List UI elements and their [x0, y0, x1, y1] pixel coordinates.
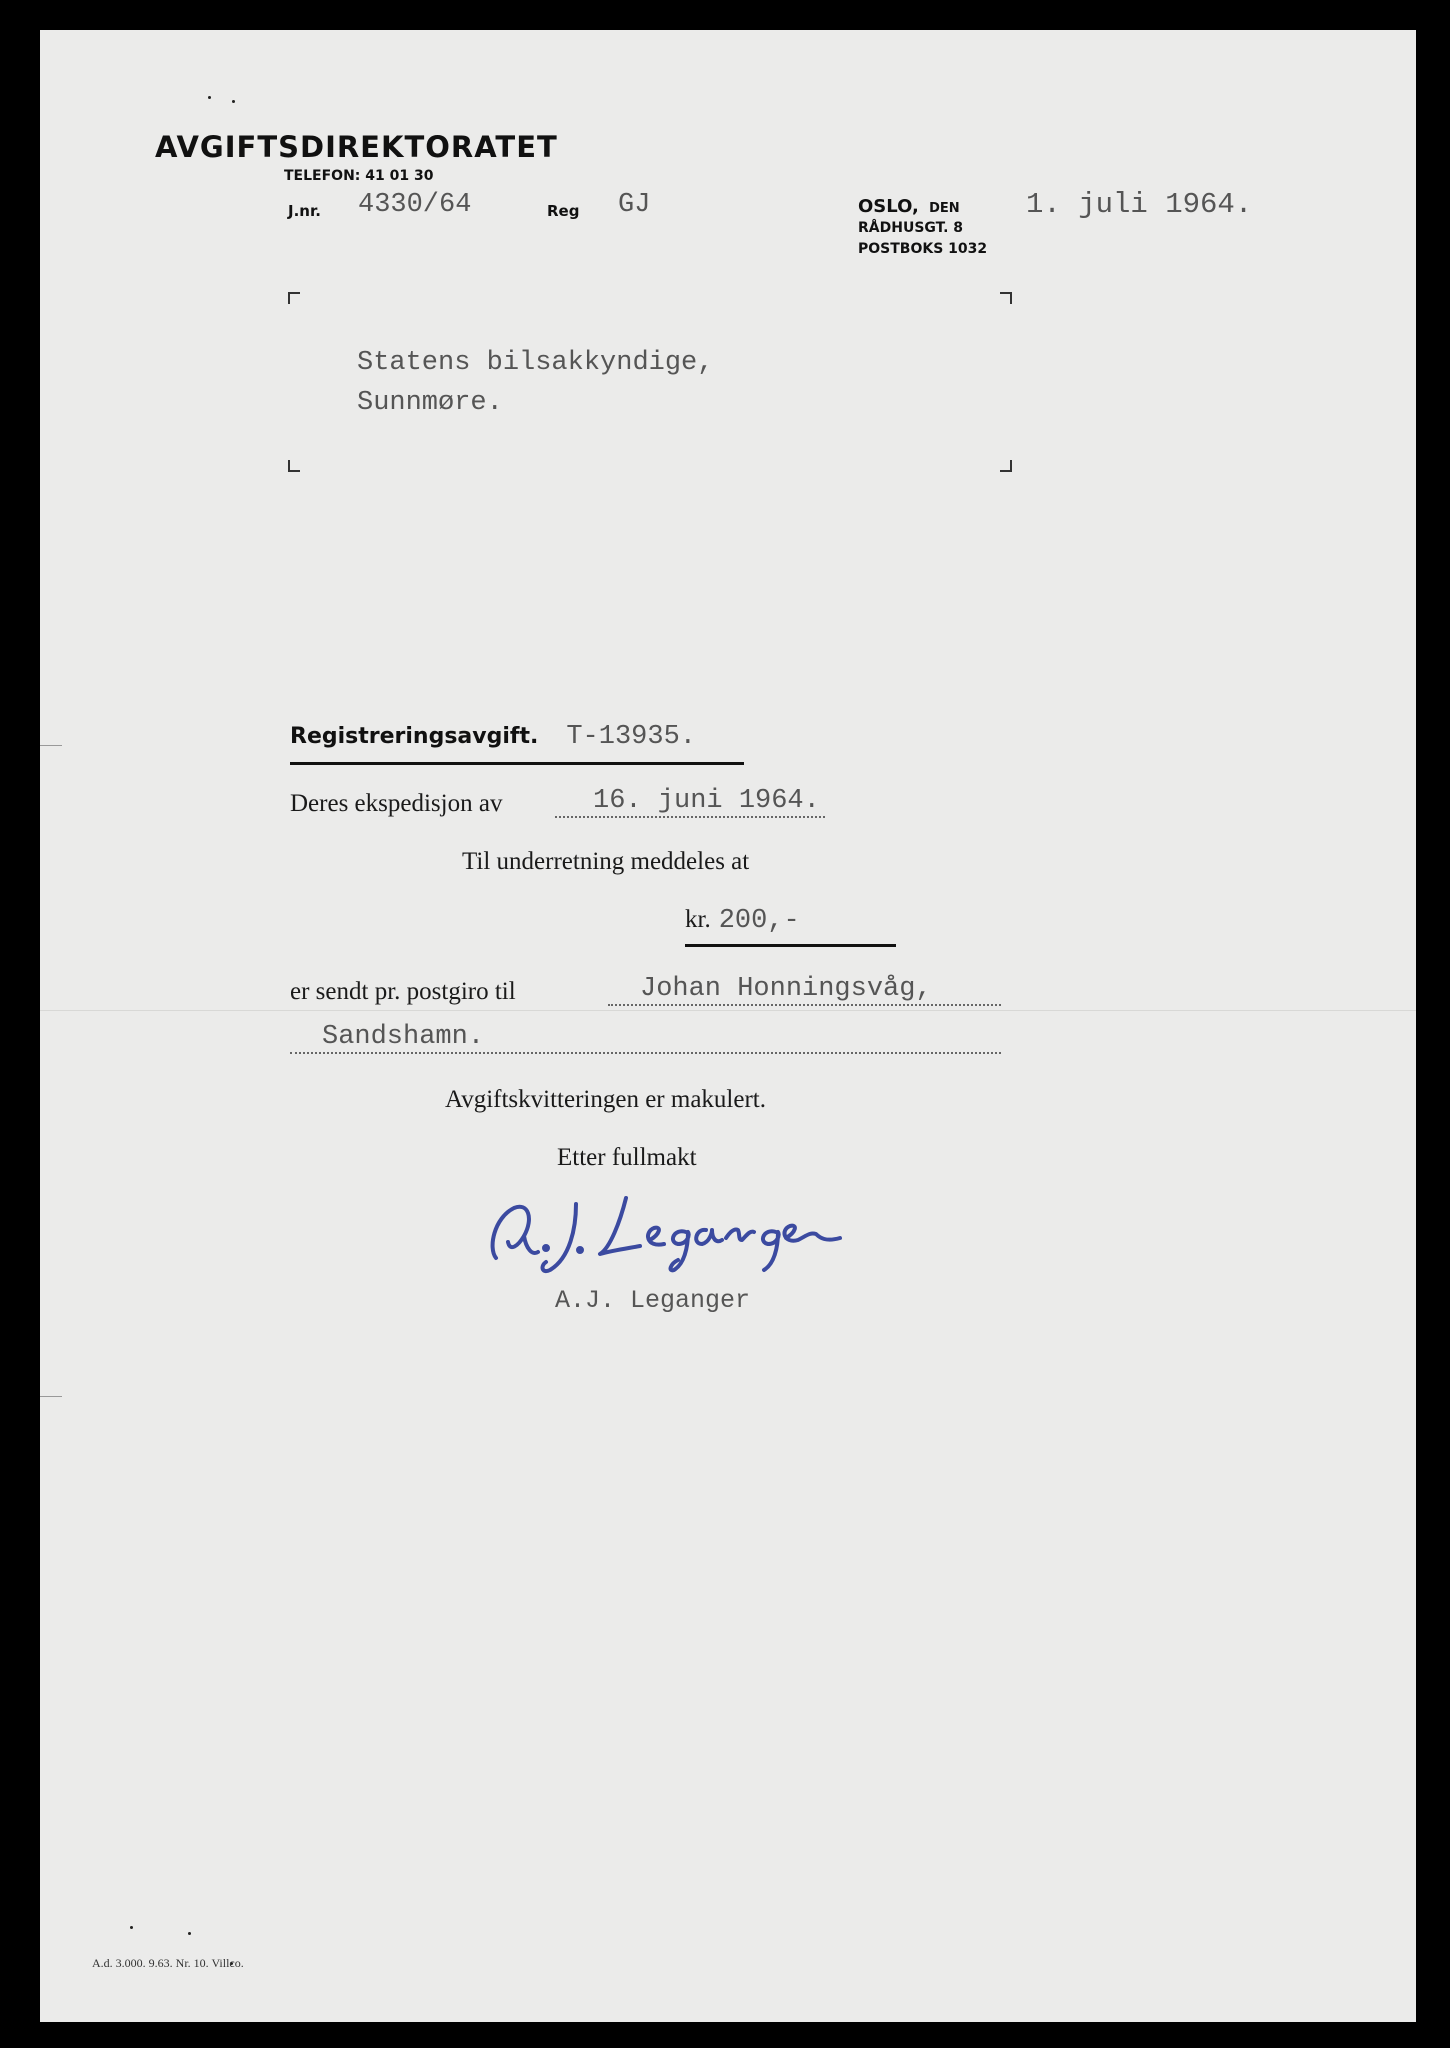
subject-line: [290, 722, 744, 765]
subject-label: Registreringsavgift.: [290, 724, 539, 749]
ink-speck: [232, 100, 235, 103]
amount-line: [685, 906, 896, 947]
recipient-line-1: Statens bilsakkyndige,: [357, 348, 714, 378]
authority-line: Etter fullmakt: [557, 1144, 697, 1171]
reg-label: Reg: [547, 202, 580, 220]
notice-line: Til underretning meddeles at: [462, 848, 750, 875]
sent-label: er sendt pr. postgiro til: [290, 978, 516, 1005]
phone-line: TELEFON: 41 01 30: [284, 168, 434, 184]
reg-value: GJ: [618, 190, 651, 220]
ink-speck: [130, 1926, 133, 1929]
expedition-label: Deres ekspedisjon av: [290, 790, 503, 817]
expedition-date: 16. juni 1964.: [555, 786, 825, 818]
letter-page: [40, 30, 1416, 2022]
letter-date: 1. juli 1964.: [1026, 188, 1253, 221]
address-corner-tr: [1000, 292, 1012, 304]
jnr-value: 4330/64: [358, 190, 472, 220]
signature-text: [40, 30, 41, 31]
typed-signatory-name: A.J. Leganger: [555, 1286, 751, 1315]
fold-mark-top: [40, 745, 62, 746]
postbox-address: POSTBOKS 1032: [858, 241, 988, 257]
street-address: RÅDHUSGT. 8: [858, 220, 964, 236]
jnr-label: J.nr.: [288, 202, 321, 220]
address-corner-tl: [288, 292, 300, 304]
den-label: DEN: [929, 201, 960, 216]
cancellation-line: Avgiftskvitteringen er makulert.: [445, 1086, 766, 1113]
recipient-line-2: Sunnmøre.: [357, 388, 503, 418]
handwritten-signature: [480, 1178, 880, 1278]
ink-speck: [188, 1932, 191, 1935]
paper-fold-line: [40, 1010, 1416, 1011]
address-corner-bl: [288, 460, 300, 472]
amount-prefix: kr.: [685, 906, 711, 933]
amount-value: 200,-: [718, 906, 800, 936]
subject-reference: T-13935.: [566, 722, 696, 752]
print-code: A.d. 3.000. 9.63. Nr. 10. Villco.: [92, 1956, 244, 1970]
city-name: OSLO,: [858, 196, 919, 217]
payee-line-1: Johan Honningsvåg,: [608, 974, 1001, 1006]
city-label: [858, 196, 960, 217]
fold-mark-bottom: [40, 1396, 62, 1397]
organization-name: AVGIFTSDIREKTORATET: [155, 130, 558, 164]
payee-line-2: Sandshamn.: [290, 1022, 1001, 1054]
ink-speck: [208, 96, 211, 99]
address-corner-br: [1000, 460, 1012, 472]
